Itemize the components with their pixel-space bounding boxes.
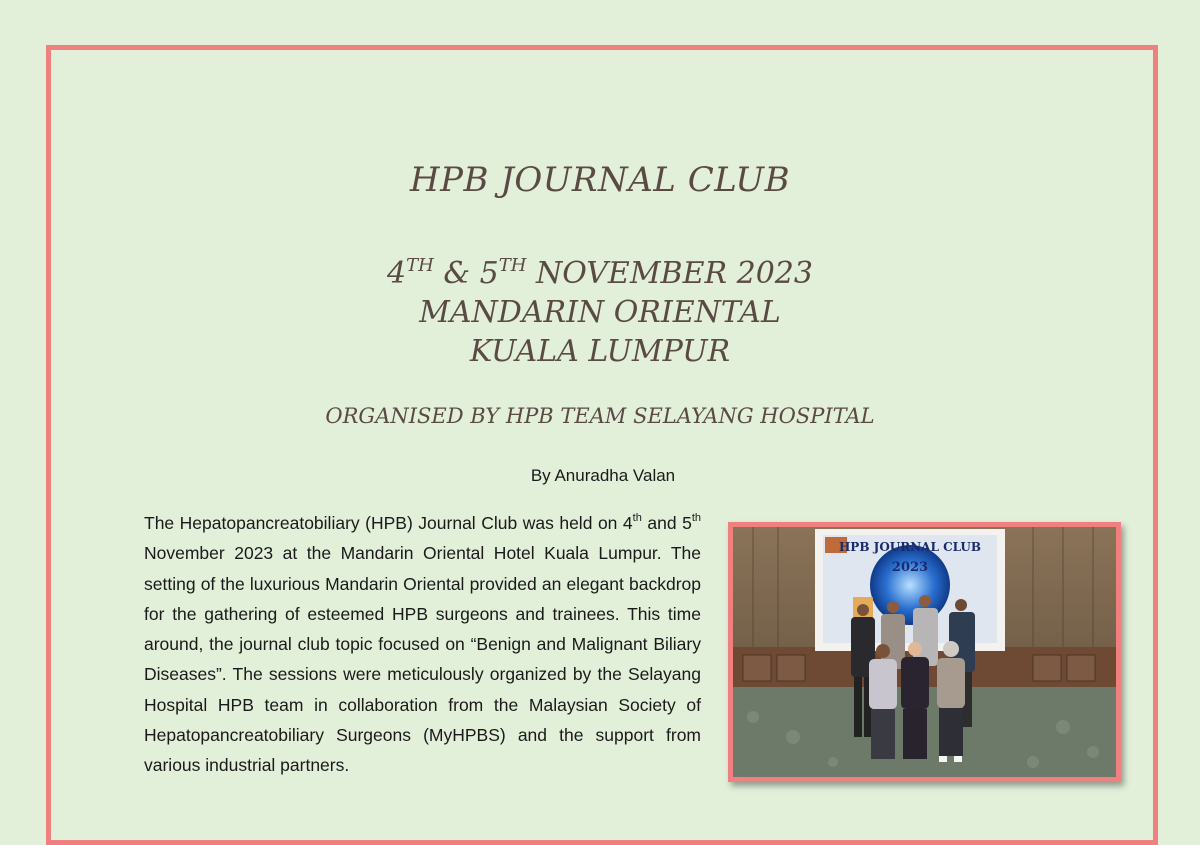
event-date-venue bbox=[0, 246, 1200, 371]
venue-line-1: MANDARIN ORIENTAL bbox=[419, 295, 781, 330]
screen-year: 2023 bbox=[891, 560, 929, 575]
venue-line-2: KUALA LUMPUR bbox=[469, 334, 731, 369]
page-title: HPB JOURNAL CLUB bbox=[409, 160, 791, 200]
article-paragraph: The Hepatopancreatobiliary (HPB) Journal Club was held on 4th and 5th November 2023 at the Mandarin Oriental Hotel Kuala Lumpur. The setting of the luxurious Mandarin Oriental provided an elegant backdrop for the gathering of esteemed HPB surgeons and trainees. This time around, the journal club topic focused on “Benign and Malignant Biliary Diseases”. The sessions were meticulously organized by the Selayang Hospital HPB team in collaboration from the Malaysian Society of Hepatopancreatobiliary Surgeons (MyHPBS) and the support from various industrial partners. bbox=[144, 512, 701, 776]
group-photo-illustration bbox=[733, 527, 1116, 777]
event-group-photo bbox=[728, 522, 1121, 782]
screen-title: HPB JOURNAL CLUB bbox=[838, 540, 982, 554]
event-dates: 4TH & 5TH NOVEMBER 2023 bbox=[387, 255, 813, 291]
organiser-heading: ORGANISED BY HPB TEAM SELAYANG HOSPITAL bbox=[325, 404, 875, 428]
author-byline: By Anuradha Valan bbox=[530, 466, 676, 485]
